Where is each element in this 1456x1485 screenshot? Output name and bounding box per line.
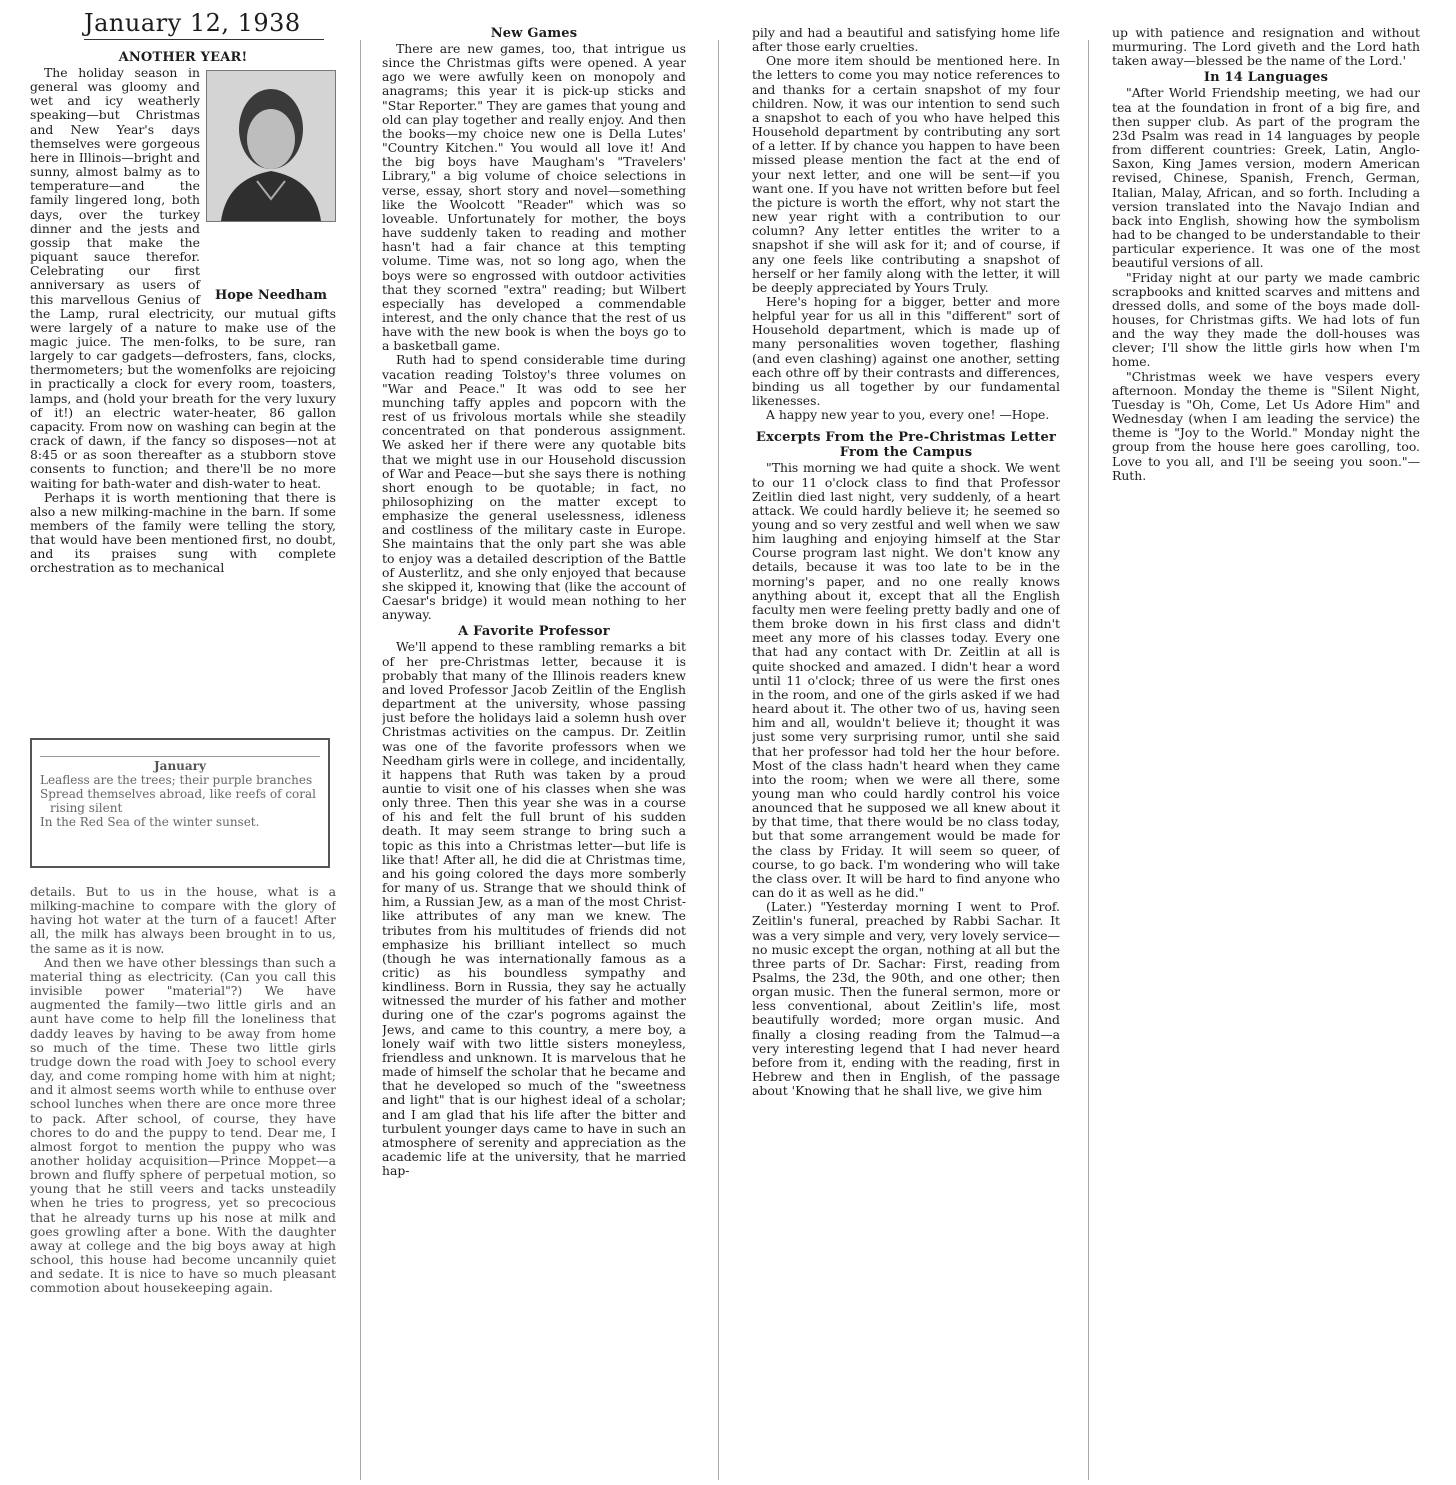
paragraph: "This morning we had quite a shock. We went to our 11 o'clock class to find that Professor Zeitlin died last night, very suddenly, of a heart attack. We could hardly believe it; he seemed so young and so very zestful and well when we saw him laughing and enjoying himself at the Star Course program last night. We don't know any details, because it was too late to be in the morning's paper, and no one really knows anything about it, except that all the English faculty men were feeling pretty badly and one of them broke down in his first class and didn't meet any more of his classes today. Every one that had any contact with Dr. Zeitlin at all is quite shocked and amazed. I didn't hear a word until 11 o'clock; three of us were the first ones in the room, and one of the girls asked if we had heard about it. The other two of us, having seen him and all, wouldn't believe it; thought it was just some very surprising rumor, until she said that her professor had told her the hour before. Most of the class hadn't heard when they came into the room; when we were all there, some young man who could hardly control his voice anounced that he supposed we all knew about it by that time, that there would be no class today, but that some arrangement would be made for the class by Friday. It will seem so queer, of course, to go back. I'm wondering who will take the class over. It will be hard to find anyone who can do it as well as he did." <box>752 460 1060 901</box>
paragraph: (Later.) "Yesterday morning I went to Prof. Zeitlin's funeral, preached by Rabbi Sachar. It was a very simple and very, very lovely service—no music except the organ, nothing at all but the three parts of Dr. Sachar: First, reading from Psalms, the 23d, the 90th, and one other; then organ music. Then the funeral sermon, more or less conventional, about Zeitlin's life, most beautifully worded; more organ music. And finally a closing reading from the Talmud—a very interesting legend that I had never heard before from it, ending with the reading, first in Hebrew and then in English, of the passage about 'Knowing that he shall live, we give him <box>752 899 1060 1099</box>
portrait-caption: Hope Needham <box>215 288 327 303</box>
poem-line: In the Red Sea of the winter sunset. <box>40 815 260 829</box>
paragraph: Here's hoping for a bigger, better and more helpful year for us all in this "different" sort of Household department, which is made up of many personalities woven together, flashing (and even clashing) against one another, setting each othre off by their contrasts and differences, binding us all together by our fundamental likenesses. <box>752 293 1060 409</box>
column-2 <box>382 24 686 1485</box>
column-rule <box>360 40 361 1480</box>
column-1 <box>30 0 336 1485</box>
paragraph: "Friday night at our party we made cambric scrapbooks and knitted scarves and mittens and dressed dolls, and some of the boys made doll-houses, for Christmas gifts. We had lots of fun and the way they made the doll-houses was clever; I'll show the little girls how when I'm home. <box>1112 269 1420 370</box>
column-rule <box>718 40 719 1480</box>
paragraph: "Christmas week we have vespers every afternoon. Monday the theme is "Silent Night, Tuesday is "Oh, Come, Let Us Adore Him" and Wednesday (when I am leading the service) the theme is "Joy to the World." Monday night the group from the house here goes carolling, too. Love to you all, and I'll be seeing you soon."—Ruth. <box>1112 368 1420 483</box>
article-heading: ANOTHER YEAR! <box>118 50 248 65</box>
paragraph: The holiday season in general was gloomy and wet and icy weatherly speaking—but Christmas and New Year's days themselves were gorgeous here in Illinois—bright and sunny, almost balmy as to temperature—and the family lingered long, both days, over the turkey dinner and the jests and gossip that make the piquant sauce therefor. Celebrating our first anniversary as users of this marvellous Genius of the Lamp, rural electricity, our mutual gifts were largely of a nature to make use of the magic juice. The men-folks, to be sure, ran largely to car gadgets—defrosters, fans, clocks, thermometers; but the womenfolks are rejoicing in practically a clock for every room, toasters, lamps, and (hold your breath for the very luxury of it!) an electric water-heater, 86 gallon capacity. From now on washing can begin at the crack of dawn, if the fancy so disposes—not at 8:45 or as soon thereafter as a stubborn stove consents to function; and there'll be no more waiting for bath-water and dish-water to heat. <box>30 65 336 491</box>
column-1-top <box>30 48 336 730</box>
section-heading: A Favorite Professor <box>458 624 610 640</box>
column-4 <box>1112 26 1420 646</box>
section-heading: New Games <box>490 26 578 41</box>
column-rule <box>1088 40 1089 1480</box>
paragraph: pily and had a beautiful and satisfying home life after those early cruelties. <box>752 26 1060 55</box>
dateline: January 12, 1938 <box>84 9 324 40</box>
poem-line: Leafless are the trees; their purple branches <box>40 773 313 787</box>
paragraph: up with patience and resignation and without murmuring. The Lord giveth and the Lord hath taken away—blessed be the name of the Lord.' <box>1112 26 1420 69</box>
poem-line: Spread themselves abroad, like reefs of coral rising silent <box>40 787 317 815</box>
paragraph: Perhaps it is worth mentioning that there is also a new milking-machine in the barn. If some members of the family were telling the story, that would have been mentioned first, no doubt, and its praises sung with complete orchestration as to mechanical <box>30 489 336 576</box>
portrait-image <box>207 71 335 221</box>
paragraph: A happy new year to you, every one! —Hope. <box>766 407 1050 423</box>
paragraph: There are new games, too, that intrigue us since the Christmas gifts were opened. A year ago we were awfully keen on monopoly and anagrams; this year it is pick-up sticks and "Star Reporter." They are games that young and old can play together and really enjoy. And then the books—my choice new one is Della Lutes' "Country Kitchen." You would all love it! And the big boys have Maugham's "Travelers' Library," a big volume of choice selections in verse, essay, short story and novel—something like the Woolcott "Reader" which was so loveable. Unfortunately for mother, the boys have suddenly taken to reading and mother hasn't had a fair chance at this tempting volume. Time was, not so long ago, when the boys were so engrossed with outdoor activities that they scorned "extra" reading; but Wilbert especially has developed a commendable interest, and the only chance that the rest of us have with the new book is when the boys go to a basketball game. <box>382 41 686 354</box>
section-heading: In 14 Languages <box>1203 70 1329 86</box>
column-1-bottom <box>30 885 336 1485</box>
paragraph: details. But to us in the house, what is a milking-machine to compare with the glory of having hot water at the turn of a faucet! After all, the milk has always been brought in to us, the same as it is now. <box>30 885 336 956</box>
paragraph: Ruth had to spend considerable time during vacation reading Tolstoy's three volumes on "War and Peace." It was odd to see her munching taffy apples and popcorn with the rest of us frivolous mortals while she steadily concentrated on that ponderous assignment. We asked her if there were any quotable bits that we might use in our Household discussion of War and Peace—but she says there is nothing short enough to be quotable; in fact, no philosophizing on the matter except to emphasize the general uselessness, idleness and costliness of the military caste in Europe. She maintains that the only part she was able to enjoy was a detailed description of the Battle of Austerlitz, and she only enjoyed that because she skipped it, knowing that (like the account of Caesar's bridge) it would mean nothing to her anyway. <box>382 352 686 623</box>
paragraph: One more item should be mentioned here. In the letters to come you may notice references to and thanks for a certain snapshot of my four children. Now, it was our intention to send such a snapshot to each of you who have helped this Household department by contributing any sort of a letter. If by chance you happen to have been missed please mention the fact at the end of your next letter, and one will be sent—if you want one. If you have not written before but feel the picture is worth the effort, why not start the new year right with a contribution to our column? Any letter entitles the writer to a snapshot if she will ask for it; and of course, if any one feels like contributing a snapshot of herself or her family along with the letter, it will be deeply appreciated by Yours Truly. <box>752 53 1060 295</box>
portrait-figure <box>206 68 336 304</box>
poem-box <box>30 738 330 868</box>
paragraph: We'll append to these rambling remarks a bit of her pre-Christmas letter, because it is probably that many of the Illinois readers knew and loved Professor Jacob Zeitlin of the English department at the university, whose passing just before the holidays laid a solemn hush over Christmas activities on the campus. Dr. Zeitlin was one of the favorite professors when we Needham girls were in college, and incidentally, it happens that Ruth was taken by a proud auntie to visit one of his classes when she was only three. Then this year she was in a course of his and felt the full brunt of his sudden death. It may seem strange to bring such a topic as this into a Christmas letter—but life is like that! After all, he did die at Christmas time, and his going colored the days more somberly for many of us. Strange that we should think of him, a Russian Jew, as a man of the most Christ-like attributes of any man we knew. The tributes from his multitudes of friends did not emphasize his brilliant intellect so much (though he was internationally famous as a critic) as his boundless sympathy and kindliness. Born in Russia, they say he actually witnessed the murder of his father and mother during one of the czar's pogroms against the Jews, and came to this country, a mere boy, a lonely waif with two little sisters moneyless, friendless and unknown. It is marvelous that he made of himself the scholar that he became and that he developed so much of the "sweetness and light" that is our highest ideal of a scholar; and I am glad that his life after the bitter and turbulent younger days came to have in such an atmosphere of serenity and appreciation as the academic life at the university, that he married hap- <box>382 639 686 1179</box>
paragraph: And then we have other blessings than such a material thing as electricity. (Can you call this invisible power "material"?) We have augmented the family—two little girls and an aunt have come to help fill the loneliness that daddy leaves by having to be away from home so much of the time. These two little girls trudge down the road with Joey to school every day, and come romping home with him at night; and it almost seems worth while to enthuse over school lunches when there are once more three to pack. After school, of course, they have chores to do and the puppy to tend. Dear me, I almost forgot to mention the puppy who was another holiday acquisition—Prince Moppet—a brown and fluffy sphere of perpetual motion, so young that he still veers and tacks unsteadily when he tries to progress, yet so precocious that he already turns up his nose at milk and goes growling after a bone. With the daughter away at college and the big boys away at high school, this house had become uncannily quiet and sedate. It is nice to have so much pleasant commotion about housekeeping again. <box>30 954 336 1296</box>
poem-title: January <box>154 759 206 773</box>
paragraph: "After World Friendship meeting, we had our tea at the foundation in front of a big fire, and then supper club. As part of the program the 23d Psalm was read in 14 languages by people from different countries: Greek, Latin, Anglo-Saxon, King James version, modern American revised, Chinese, Spanish, French, German, Italian, Malay, African, and so forth. Including a version translated into the Navajo Indian and back into English, showing how the symbolism had to be changed to be understandable to their particular experience. It was one of the most beautiful versions of all. <box>1112 85 1420 271</box>
portrait-photo <box>206 70 336 222</box>
section-heading: Excerpts From the Pre-Christmas Letter From the Campus <box>755 430 1057 461</box>
column-3 <box>752 26 1060 1485</box>
